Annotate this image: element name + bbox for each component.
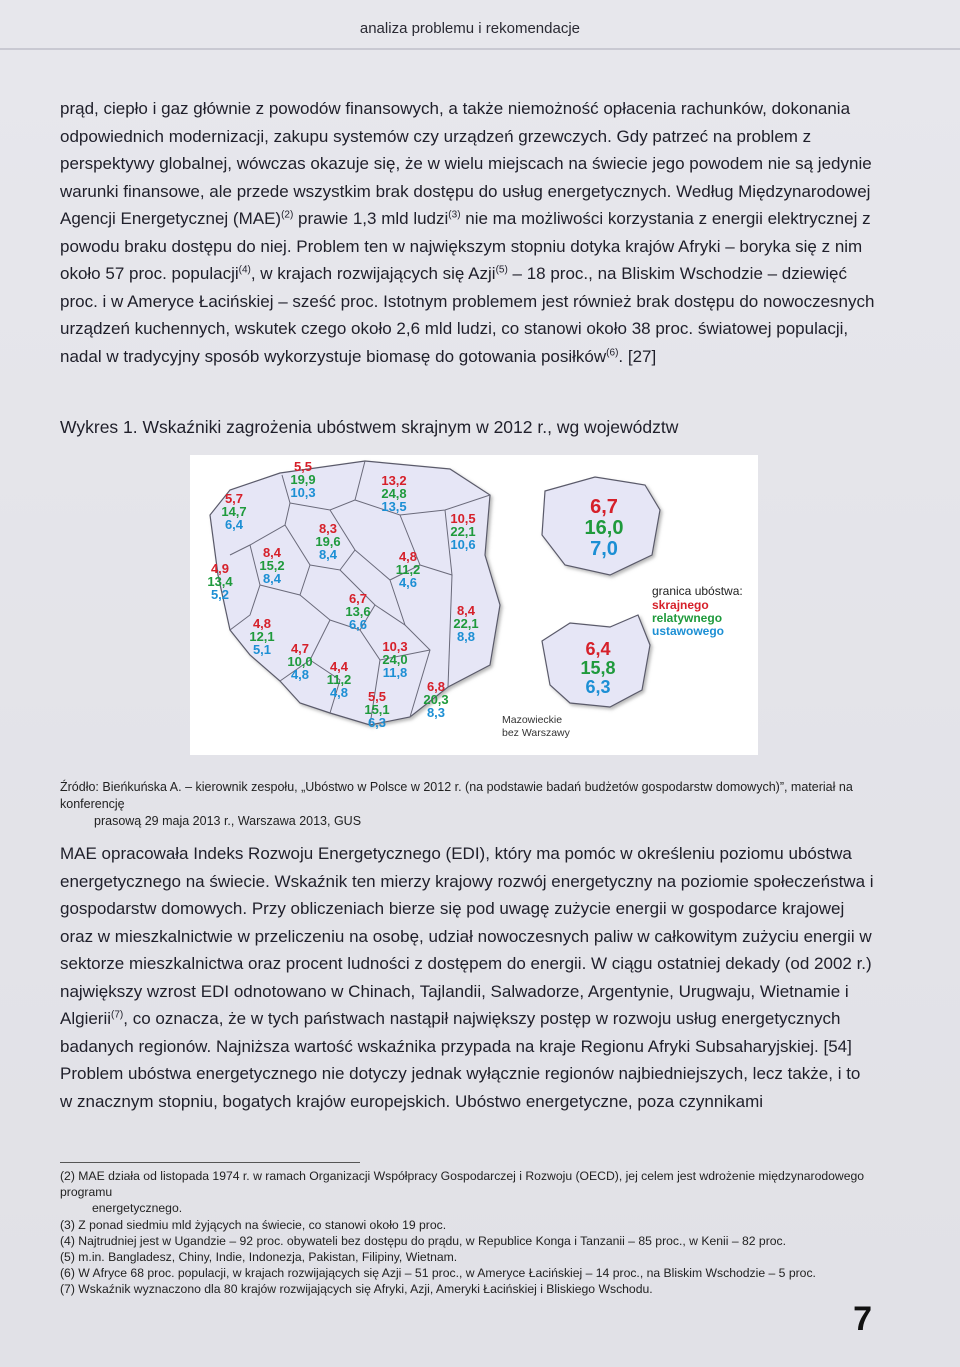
- region-12-value-1: 10,3: [382, 639, 408, 654]
- region-10-value-3: 5,1: [252, 642, 272, 657]
- region-15-value-1: 6,8: [426, 679, 446, 694]
- footnote-2-continued: energetycznego.: [92, 1201, 183, 1216]
- footnotes: [60, 1168, 880, 1298]
- region-11-value-2: 22,1: [453, 616, 479, 631]
- region-2-value-2: 24,8: [381, 486, 407, 501]
- region-5-value-2: 22,1: [450, 524, 476, 539]
- inset-label-line2: bez Warszawy: [502, 727, 570, 739]
- region-13-value-3: 4,8: [290, 667, 310, 682]
- region-1-value-1: 5,5: [293, 459, 313, 474]
- legend-item-ustawowego: ustawowego: [652, 624, 725, 638]
- region-8-value-2: 11,2: [395, 562, 421, 577]
- region-2-value-1: 13,2: [381, 473, 407, 488]
- region-13-value-2: 10,0: [287, 654, 313, 669]
- region-9-value-3: 6,6: [348, 617, 368, 632]
- region-13-value-1: 4,7: [290, 641, 310, 656]
- region-11-value-1: 8,4: [456, 603, 476, 618]
- chart-title: Wykres 1. Wskaźniki zagrożenia ubóstwem skrajnym w 2012 r., wg województw: [60, 417, 679, 437]
- region-3-value-1: 5,7: [224, 491, 244, 506]
- footnote-5: (5) m.in. Bangladesz, Chiny, Indie, Indonezja, Pakistan, Filipiny, Wietnam.: [60, 1250, 458, 1265]
- poland-total-1-value-3: 7,0: [590, 538, 618, 560]
- legend: [652, 584, 743, 638]
- region-4-value-2: 19,6: [315, 534, 341, 549]
- region-3-value-2: 14,7: [221, 504, 247, 519]
- region-7-value-3: 8,4: [262, 571, 282, 586]
- legend-item-skrajnego: skrajnego: [652, 598, 709, 612]
- footnote-rule: [60, 1162, 360, 1163]
- inset-label-line1: Mazowieckie: [502, 714, 563, 726]
- region-14-value-2: 11,2: [326, 672, 352, 687]
- region-9-value-2: 13,6: [345, 604, 371, 619]
- region-15-value-3: 8,3: [426, 705, 446, 720]
- poland-total-1-value-1: 6,7: [590, 496, 618, 518]
- legend-item-relatywnego: relatywnego: [652, 611, 723, 625]
- source-line-1: Źródło: Bieńkuńska A. – kierownik zespołu, „Ubóstwo w Polsce w 2012 r. (na podstawie badań budżetów gospodarstw domowych)”, materiał na konferencję: [60, 780, 853, 811]
- region-12-value-3: 11,8: [382, 665, 408, 680]
- region-7-value-2: 15,2: [259, 558, 285, 573]
- region-6-value-2: 13,4: [207, 574, 233, 589]
- region-4-value-1: 8,3: [318, 521, 338, 536]
- region-5-value-3: 10,6: [450, 537, 476, 552]
- body-paragraph: MAE opracowała Indeks Rozwoju Energetycznego (EDI), który ma pomóc w określeniu poziomu ubóstwa energetycznego na świecie. Wskaźnik ten mierzy krajowy rozwój energetyczny na poziomie społeczeństwa i gospodarstw domowych. Przy obliczeniach bierze się pod uwagę zużycie energii w gospodarce krajowej oraz w mieszkalnictwie w przeliczeniu na osobę, udział nowoczesnych paliw w całkowitym zużyciu energii w sektorze mieszkalnictwa oraz procent ludności z dostępem do energii. W ciągu ostatniej dekady (od 2002 r.) największy wzrost EDI odnotowano w Chinach, Tajlandii, Salwadorze, Argentynie, Urugwaju, Wietnamie i Algierii$^{(7)}$, co oznacza, że w tych państwach nastąpił największy postęp w rozwoju usług energetycznych badanych regionów. Najniższa wartość wskaźnika przypada na kraje Regionu Afryki Subsaharyjskiej. [54] Problem ubóstwa energetycznego nie dotyczy jednak wyłącznie regionów najbiedniejszych, lecz także, i to w znacznym stopniu, bogatych krajów europejskich. Ubóstwo energetyczne, poza czynnikami: [60, 844, 874, 1111]
- region-10-value-2: 12,1: [249, 629, 275, 644]
- header-rule: [0, 48, 960, 50]
- section-header: analiza problemu i rekomendacje: [359, 20, 580, 37]
- poland-total-values: [585, 496, 624, 560]
- footnote-6: (6) W Afryce 68 proc. populacji, w krajach rozwijających się Azji – 51 proc., w Ameryce Łacińskiej – 14 proc., na Bliskim Wschodzie – 5 proc.: [60, 1266, 816, 1281]
- mazowieckie-1-value-3: 6,3: [585, 677, 611, 697]
- region-14-value-1: 4,4: [329, 659, 349, 674]
- mazowieckie-inset-values: [580, 639, 615, 697]
- region-9-value-1: 6,7: [348, 591, 368, 606]
- region-8-value-1: 4,8: [398, 549, 418, 564]
- source-line-2: prasową 29 maja 2013 r., Warszawa 2013, GUS: [94, 814, 362, 828]
- region-1-value-3: 10,3: [290, 485, 316, 500]
- region-15-value-2: 20,3: [423, 692, 449, 707]
- footnote-3: (3) Z ponad siedmiu mld żyjących na świecie, co stanowi około 19 proc.: [60, 1217, 447, 1232]
- region-1-value-2: 19,9: [290, 472, 316, 487]
- intro-paragraph: prąd, ciepło i gaz głównie z powodów finansowych, a także niemożność opłacenia rachunków, dokonania odpowiednich modernizacji, zakupu systemów czy urządzeń grzewczych. Gdy patrzeć na problem z perspektywy globalnej, wówczas okazuje się, że w wielu miejscach na świecie jego powodem nie są jedynie warunki finansowe, ale przede wszystkim brak dostępu do usług energetycznych. Według Międzynarodowej Agencji Energetycznej (MAE)$^{(2)}$ prawie 1,3 mld ludzi$^{(3)}$ nie ma możliwości korzystania z energii elektrycznej z powodu braku dostępu do niej. Problem ten w największym stopniu dotyka krajów Afryki – boryka się z nim około 57 proc. populacji$^{(4)}$, w krajach rozwijających się Azji$^{(5)}$ – 18 proc., na Bliskim Wschodzie – dziewięć proc. i w Ameryce Łacińskiej – sześć proc. Istotnym problemem jest również brak dostępu do nowoczesnych urządzeń kuchennych, wskutek czego około 2,6 mld ludzi, co stanowi około 38 proc. światowej populacji, nadal w tradycyjny sposób wykorzystuje biomasę do gotowania posiłków$^{(6)}$. [27]: [60, 99, 875, 366]
- poland-map: [190, 455, 758, 755]
- region-14-value-3: 4,8: [329, 685, 349, 700]
- region-6-value-3: 5,2: [210, 587, 230, 602]
- footnote-4: (4) Najtrudniej jest w Ugandzie – 92 proc. obywateli bez dostępu do prądu, w Republice Konga i Tanzanii – 85 proc., w Kenii – 82 proc.: [60, 1233, 787, 1248]
- region-11-value-3: 8,8: [456, 629, 476, 644]
- page-number: 7: [853, 1300, 872, 1338]
- footnote-2: (2) MAE działa od listopada 1974 r. w ramach Organizacji Współpracy Gospodarczej i Rozwoju (OECD), jej celem jest wdrożenie międzynarodowego programu: [60, 1169, 865, 1200]
- legend-title: granica ubóstwa:: [652, 584, 743, 598]
- region-3-value-3: 6,4: [224, 517, 244, 532]
- region-16-value-2: 15,1: [364, 702, 390, 717]
- region-6-value-1: 4,9: [210, 561, 230, 576]
- region-10-value-1: 4,8: [252, 616, 272, 631]
- footnote-7: (7) Wskaźnik wyznaczono dla 80 krajów rozwijających się Afryki, Azji, Ameryki Łacińskiej i Bliskiego Wschodu.: [60, 1282, 653, 1297]
- region-12-value-2: 24,0: [382, 652, 408, 667]
- region-4-value-3: 8,4: [318, 547, 338, 562]
- region-2-value-3: 13,5: [381, 499, 407, 514]
- region-7-value-1: 8,4: [262, 545, 282, 560]
- mazowieckie-1-value-1: 6,4: [585, 639, 611, 659]
- chart-source: [60, 779, 880, 830]
- poverty-map-figure: [190, 455, 758, 755]
- region-16-value-3: 6,3: [367, 715, 387, 730]
- region-5-value-1: 10,5: [450, 511, 476, 526]
- poland-total-1-value-2: 16,0: [584, 517, 624, 539]
- mazowieckie-1-value-2: 15,8: [580, 658, 616, 678]
- region-8-value-3: 4,6: [398, 575, 418, 590]
- region-16-value-1: 5,5: [367, 689, 387, 704]
